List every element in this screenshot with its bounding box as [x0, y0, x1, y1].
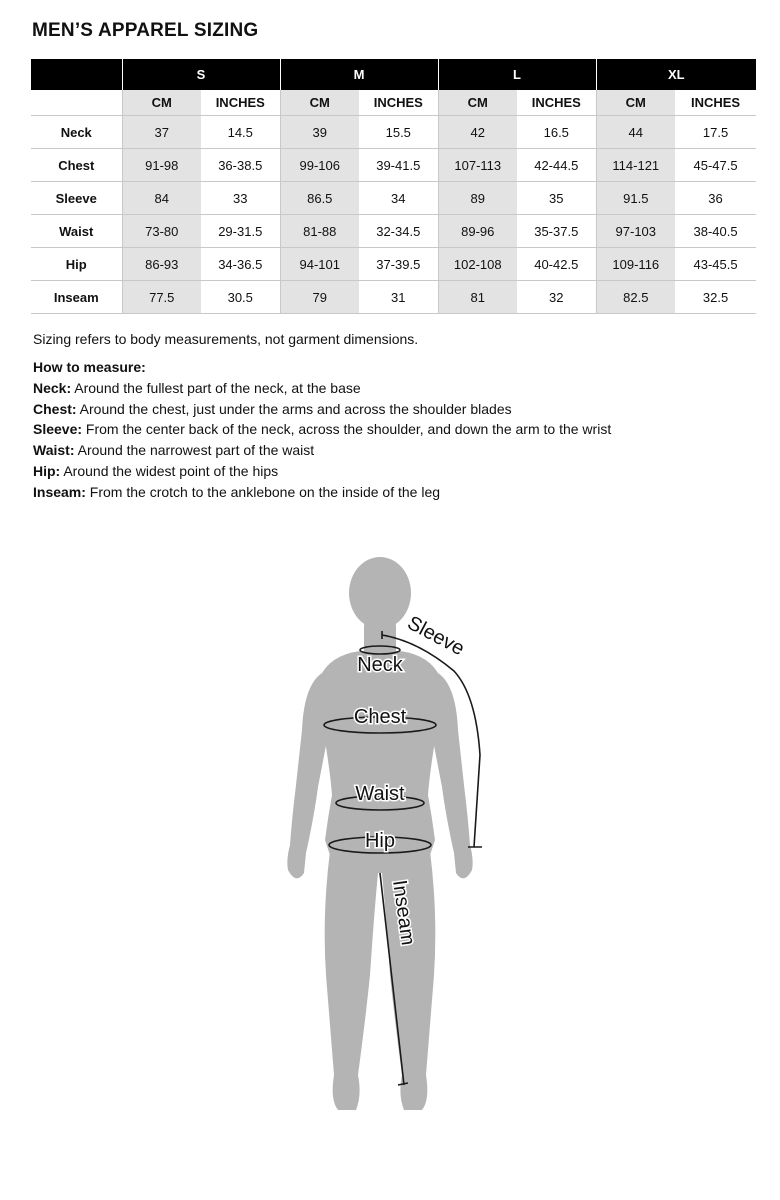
how-to-measure [33, 357, 611, 503]
unit-inches: INCHES [359, 90, 438, 116]
cm-cell: 42 [438, 116, 517, 149]
unit-cm: CM [596, 90, 675, 116]
how-to-term: Sleeve: [33, 421, 83, 438]
row-label: Chest [31, 149, 122, 182]
how-to-item [33, 482, 611, 503]
row-label: Neck [31, 116, 122, 149]
inches-cell: 35-37.5 [517, 215, 596, 248]
size-header-row [31, 59, 756, 90]
size-header-m: M [280, 59, 438, 90]
inches-cell: 39-41.5 [359, 149, 438, 182]
inches-cell: 32-34.5 [359, 215, 438, 248]
inches-cell: 15.5 [359, 116, 438, 149]
how-to-desc: Around the fullest part of the neck, at the base [71, 379, 361, 396]
table-row [31, 116, 756, 149]
how-to-item [33, 419, 611, 440]
inches-cell: 29-31.5 [201, 215, 280, 248]
how-to-desc: From the crotch to the anklebone on the inside of the leg [85, 483, 441, 500]
cm-cell: 44 [596, 116, 675, 149]
head-shape [349, 557, 411, 629]
inches-cell: 14.5 [201, 116, 280, 149]
row-label: Sleeve [31, 182, 122, 215]
how-to-item [33, 440, 611, 461]
inches-cell: 36-38.5 [201, 149, 280, 182]
inches-cell: 33 [201, 182, 280, 215]
body-measurement-figure [270, 555, 500, 1130]
left-arm-shape [287, 673, 328, 878]
page-title: MEN’S APPAREL SIZING [32, 20, 259, 41]
cm-cell: 114-121 [596, 149, 675, 182]
cm-cell: 91.5 [596, 182, 675, 215]
how-to-term: Inseam: [33, 483, 86, 500]
cm-cell: 109-116 [596, 248, 675, 281]
inches-cell: 36 [675, 182, 756, 215]
row-label: Inseam [31, 281, 122, 314]
unit-inches: INCHES [517, 90, 596, 116]
table-row [31, 248, 756, 281]
inches-cell: 43-45.5 [675, 248, 756, 281]
sleeve-label: Sleeve [403, 611, 468, 661]
cm-cell: 73-80 [122, 215, 201, 248]
inches-cell: 45-47.5 [675, 149, 756, 182]
how-to-desc: Around the widest point of the hips [60, 462, 279, 479]
size-header-l: L [438, 59, 596, 90]
unit-inches: INCHES [201, 90, 280, 116]
cm-cell: 39 [280, 116, 359, 149]
hip-label: Hip [364, 830, 396, 852]
cm-cell: 82.5 [596, 281, 675, 314]
row-label: Waist [31, 215, 122, 248]
size-header-xl: XL [596, 59, 756, 90]
cm-cell: 81 [438, 281, 517, 314]
cm-cell: 94-101 [280, 248, 359, 281]
inches-cell: 34-36.5 [201, 248, 280, 281]
how-to-term: Neck: [33, 379, 72, 396]
header-blank [31, 59, 122, 90]
inches-cell: 31 [359, 281, 438, 314]
chest-label: Chest [353, 706, 407, 728]
cm-cell: 91-98 [122, 149, 201, 182]
inches-cell: 38-40.5 [675, 215, 756, 248]
how-to-item [33, 399, 611, 420]
cm-cell: 89-96 [438, 215, 517, 248]
inches-cell: 34 [359, 182, 438, 215]
cm-cell: 97-103 [596, 215, 675, 248]
inches-cell: 42-44.5 [517, 149, 596, 182]
cm-cell: 89 [438, 182, 517, 215]
cm-cell: 77.5 [122, 281, 201, 314]
inches-cell: 37-39.5 [359, 248, 438, 281]
neck-shape [364, 620, 396, 656]
inseam-label: Inseam [388, 878, 419, 947]
table-row [31, 182, 756, 215]
unit-cm: CM [280, 90, 359, 116]
body-silhouette [270, 555, 500, 1125]
unit-cm: CM [438, 90, 517, 116]
unit-header-row [31, 90, 756, 116]
unit-cm: CM [122, 90, 201, 116]
inches-cell: 30.5 [201, 281, 280, 314]
table-row [31, 149, 756, 182]
cm-cell: 107-113 [438, 149, 517, 182]
cm-cell: 99-106 [280, 149, 359, 182]
how-to-term: Waist: [33, 442, 75, 459]
row-label: Hip [31, 248, 122, 281]
how-to-heading: How to measure: [33, 359, 146, 375]
table-row [31, 215, 756, 248]
cm-cell: 86.5 [280, 182, 359, 215]
how-to-desc: Around the chest, just under the arms and across the shoulder blades [76, 400, 512, 417]
neck-label: Neck [357, 654, 403, 676]
inches-cell: 17.5 [675, 116, 756, 149]
sizing-note: Sizing refers to body measurements, not garment dimensions. [33, 331, 419, 347]
how-to-desc: Around the narrowest part of the waist [74, 442, 315, 459]
inches-cell: 40-42.5 [517, 248, 596, 281]
waist-label: Waist [355, 783, 405, 805]
right-arm-shape [432, 673, 473, 878]
cm-cell: 86-93 [122, 248, 201, 281]
unit-blank [31, 90, 122, 116]
inches-cell: 32.5 [675, 281, 756, 314]
unit-inches: INCHES [675, 90, 756, 116]
cm-cell: 37 [122, 116, 201, 149]
cm-cell: 102-108 [438, 248, 517, 281]
how-to-item [33, 461, 611, 482]
how-to-item [33, 378, 611, 399]
size-header-s: S [122, 59, 280, 90]
how-to-term: Hip: [33, 462, 61, 479]
cm-cell: 84 [122, 182, 201, 215]
table-row [31, 281, 756, 314]
size-chart-table [31, 59, 756, 314]
how-to-term: Chest: [33, 400, 77, 417]
inches-cell: 35 [517, 182, 596, 215]
inches-cell: 16.5 [517, 116, 596, 149]
legs-shape [325, 851, 436, 1110]
cm-cell: 81-88 [280, 215, 359, 248]
cm-cell: 79 [280, 281, 359, 314]
how-to-desc: From the center back of the neck, across the shoulder, and down the arm to the wrist [82, 421, 612, 438]
torso-shape [320, 651, 440, 855]
inches-cell: 32 [517, 281, 596, 314]
